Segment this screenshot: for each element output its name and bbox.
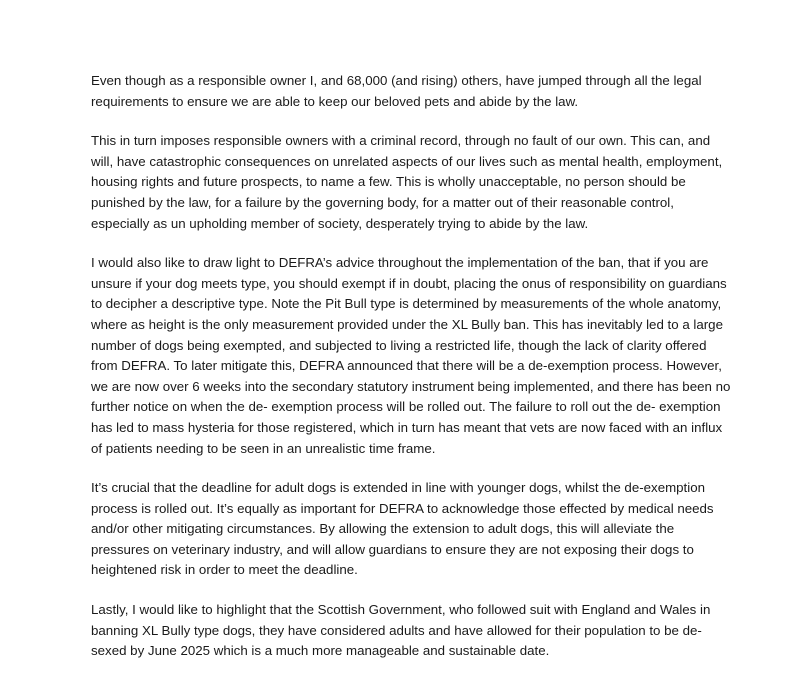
paragraph-4: It’s crucial that the deadline for adult dogs is extended in line with younger dogs, whilst the de-exemption process is rolled out. It’s equally as important for DEFRA to acknowledge those effected by medical needs and/or other mitigating circumstances. By allowing the extension to adult dogs, this will alleviate the pressures on veterinary industry, and will allow guardians to ensure they are not exposing their dogs to heightened risk in order to meet the deadline. [91, 480, 714, 578]
paragraph-5: Lastly, I would like to highlight that the Scottish Government, who followed suit with England and Wales in banning XL Bully type dogs, they have considered adults and have allowed for their population to be de-sexed by June 2025 which is a much more manageable and sustainable date. [91, 602, 711, 659]
paragraph-2: This in turn imposes responsible owners with a criminal record, through no fault of our own. This can, and will, have catastrophic consequences on unrelated aspects of our lives such as mental health, employment, housing rights and future prospects, to name a few. This is wholly unacceptable, no person should be punished by the law, for a failure by the governing body, for a matter out of their reasonable control, especially as un upholding member of society, desperately trying to abide by the law. [91, 133, 723, 231]
paragraph-1: Even though as a responsible owner I, and 68,000 (and rising) others, have jumped through all the legal requirements to ensure we are able to keep our beloved pets and abide by the law. [91, 73, 702, 109]
paragraph-3: I would also like to draw light to DEFRA’s advice throughout the implementation of the ban, that if you are unsure if your dog meets type, you should exempt if in doubt, placing the onus of responsibility on guardians to decipher a descriptive type. Note the Pit Bull type is determined by measurements of the whole anatomy, where as height is the only measurement provided under the XL Bully ban. This has inevitably led to a large number of dogs being exempted, and subjected to living a restricted life, though the lack of clarity offered from DEFRA. To later mitigate this, DEFRA announced that there will be a de-exemption process. However, we are now over 6 weeks into the secondary statutory instrument being implemented, and there has been no further notice on when the de- exemption process will be rolled out. The failure to roll out the de- exemption has led to mass hysteria for those registered, which in turn has meant that vets are now faced with an influx of patients needing to be seen in an unrealistic time frame. [91, 255, 731, 456]
letter-body [91, 71, 731, 681]
